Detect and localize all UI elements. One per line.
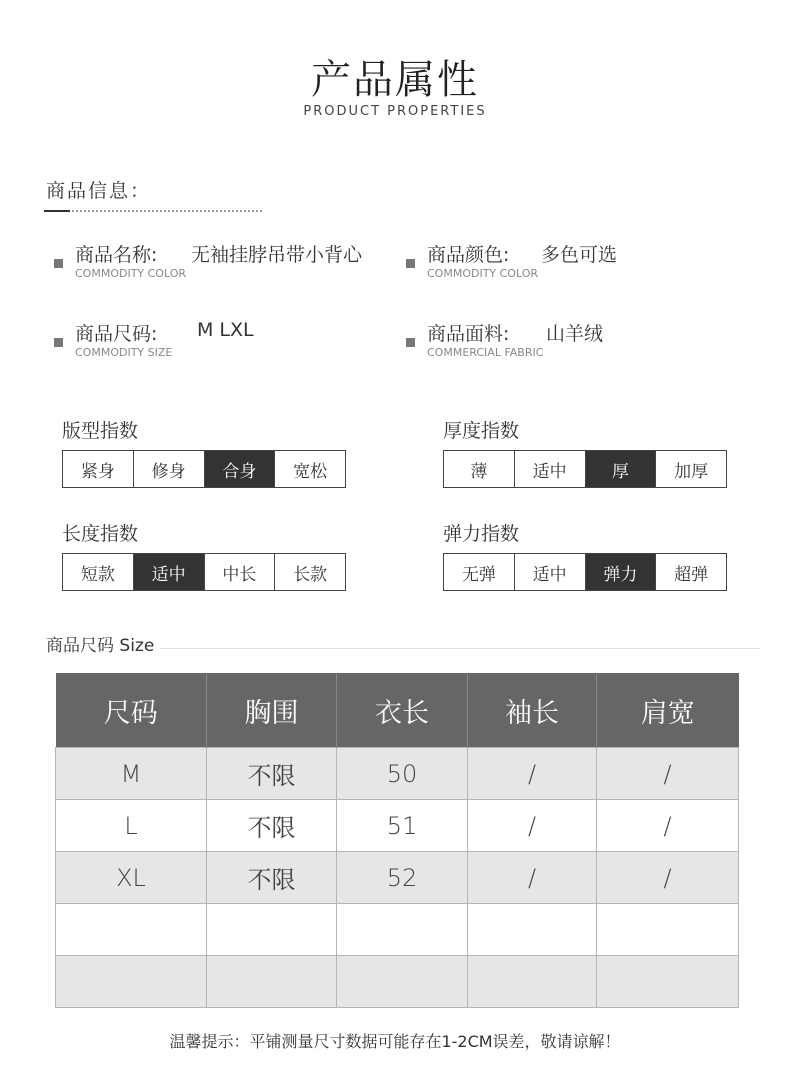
table-cell: 不限	[207, 800, 337, 852]
bullet-square-icon	[54, 338, 63, 347]
table-cell: /	[468, 748, 597, 800]
table-cell: /	[597, 852, 739, 904]
size-heading-rule	[160, 648, 760, 649]
info-label-name: 商品名称:	[75, 244, 158, 266]
index-scale-elasticity	[443, 553, 727, 591]
index-option: 适中	[515, 451, 586, 487]
table-cell: XL	[56, 852, 207, 904]
info-sub-name: COMMODITY COLOR	[75, 267, 187, 280]
index-title-length: 长度指数	[62, 523, 139, 545]
index-title-thickness: 厚度指数	[443, 420, 520, 442]
column-header: 衣长	[337, 673, 468, 748]
table-row	[56, 852, 739, 904]
info-sub-size: COMMODITY SIZE	[75, 346, 173, 359]
table-cell	[337, 904, 468, 956]
table-cell: 不限	[207, 748, 337, 800]
table-cell: 52	[337, 852, 468, 904]
heading-dotted-line	[72, 210, 262, 212]
index-option: 无弹	[444, 554, 515, 590]
table-cell	[207, 904, 337, 956]
table-cell: 50	[337, 748, 468, 800]
table-row	[56, 956, 739, 1008]
index-option-selected: 厚	[586, 451, 657, 487]
column-header: 尺码	[56, 673, 207, 748]
table-cell: 不限	[207, 852, 337, 904]
index-option: 宽松	[293, 461, 328, 482]
column-header: 袖长	[468, 673, 597, 748]
table-cell	[56, 904, 207, 956]
table-cell	[597, 904, 739, 956]
index-option: 短款	[63, 554, 134, 590]
index-scale-length	[62, 553, 346, 591]
index-option-selected: 弹力	[586, 554, 657, 590]
info-value-size: M LXL	[197, 319, 254, 341]
table-cell: /	[468, 800, 597, 852]
info-heading: 商品信息：	[46, 180, 152, 202]
size-heading: 商品尺码 Size	[46, 636, 155, 656]
info-value-color: 多色可选	[541, 244, 618, 266]
index-title-elasticity: 弹力指数	[443, 523, 520, 545]
size-table	[55, 673, 739, 1008]
info-label-fabric: 商品面料:	[427, 323, 510, 345]
measurement-note: 温馨提示：平铺测量尺寸数据可能存在1-2CM误差，敬请谅解！	[169, 1032, 621, 1051]
table-row	[56, 904, 739, 956]
info-sub-fabric: COMMERCIAL FABRIC	[427, 346, 544, 359]
table-cell	[56, 956, 207, 1008]
bullet-square-icon	[406, 259, 415, 268]
index-option: 长款	[293, 564, 328, 585]
index-option: 加厚	[674, 461, 709, 482]
column-header: 肩宽	[597, 673, 739, 748]
info-label-color: 商品颜色:	[427, 244, 510, 266]
index-option: 紧身	[63, 451, 134, 487]
index-option: 薄	[444, 451, 515, 487]
bullet-square-icon	[406, 338, 415, 347]
index-scale-thickness	[443, 450, 727, 488]
table-cell: /	[597, 748, 739, 800]
table-cell: L	[56, 800, 207, 852]
index-option-selected: 合身	[205, 451, 276, 487]
column-header: 胸围	[207, 673, 337, 748]
index-option: 中长	[205, 554, 276, 590]
info-label-size: 商品尺码:	[75, 323, 158, 345]
index-option: 适中	[515, 554, 586, 590]
page-title: 产品属性	[311, 57, 479, 103]
table-row	[56, 748, 739, 800]
bullet-square-icon	[54, 259, 63, 268]
table-cell: 51	[337, 800, 468, 852]
index-title-fit: 版型指数	[62, 420, 139, 442]
info-sub-color: COMMODITY COLOR	[427, 267, 539, 280]
table-cell	[337, 956, 468, 1008]
table-cell	[207, 956, 337, 1008]
index-scale-fit	[62, 450, 346, 488]
heading-underline	[44, 210, 70, 212]
info-value-name: 无袖挂脖吊带小背心	[191, 244, 363, 266]
index-option-selected: 适中	[134, 554, 205, 590]
index-option: 超弹	[674, 564, 709, 585]
table-cell	[468, 956, 597, 1008]
table-cell: /	[468, 852, 597, 904]
page-subtitle: PRODUCT PROPERTIES	[303, 104, 487, 119]
table-row	[56, 800, 739, 852]
table-cell	[468, 904, 597, 956]
table-cell	[597, 956, 739, 1008]
index-option: 修身	[134, 451, 205, 487]
table-header-row	[56, 673, 739, 748]
table-cell: /	[597, 800, 739, 852]
info-value-fabric: 山羊绒	[546, 323, 604, 345]
table-cell: M	[56, 748, 207, 800]
